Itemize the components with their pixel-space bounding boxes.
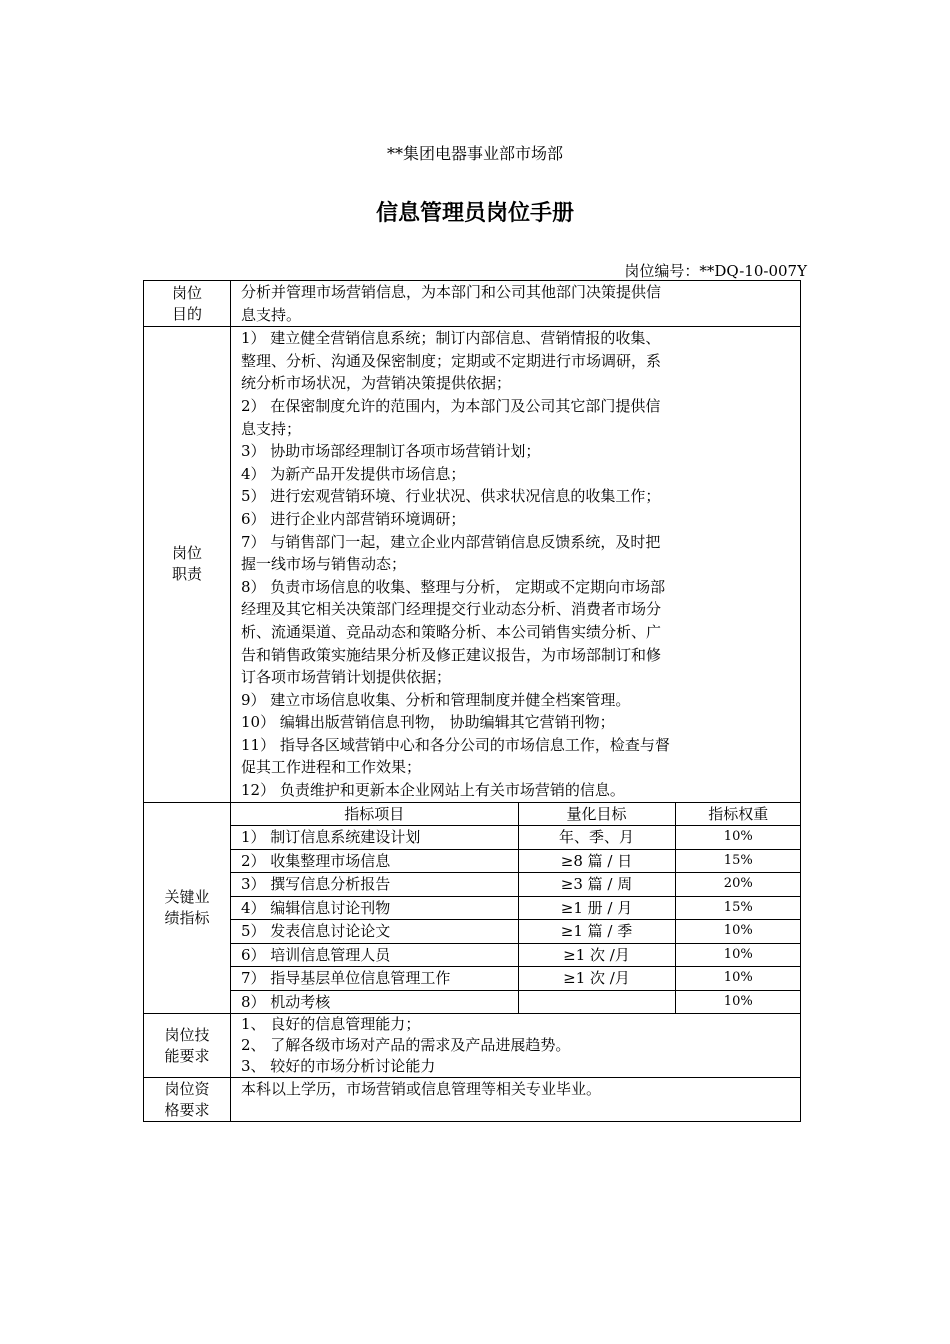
kpi-item: 2） 收集整理市场信息 (231, 849, 518, 873)
skills-row (144, 1014, 801, 1078)
kpi-table-row (231, 849, 801, 873)
duty-line: 4） 为新产品开发提供市场信息； (241, 464, 466, 483)
skills-content (231, 1014, 801, 1078)
kpi-item: 5） 发表信息讨论论文 (231, 920, 518, 944)
kpi-label: 关键业 绩指标 (144, 802, 231, 1014)
duty-line: 析、流通渠道、竞品动态和策略分析、本公司销售实绩分析、广 (241, 622, 662, 641)
qualification-label: 岗位资 格要求 (144, 1078, 231, 1122)
position-code: 岗位编号：**DQ-10-007Y (624, 262, 807, 280)
kpi-item: 7） 指导基层单位信息管理工作 (231, 967, 518, 991)
kpi-table-row (231, 873, 801, 897)
duty-line: 9） 建立市场信息收集、分析和管理制度并健全档案管理。 (241, 690, 631, 709)
duty-line: 11） 指导各区域营销中心和各分公司的市场信息工作，检查与督 (241, 735, 670, 754)
duties-row (144, 327, 801, 802)
kpi-row (144, 802, 801, 1014)
duty-line: 7） 与销售部门一起，建立企业内部营销信息反馈系统，及时把 (241, 532, 661, 551)
duty-line: 整理、分析、沟通及保密制度；定期或不定期进行市场调研，系 (241, 351, 662, 370)
kpi-weight: 15% (675, 849, 801, 873)
kpi-weight: 10% (675, 920, 801, 944)
kpi-item: 6） 培训信息管理人员 (231, 943, 518, 967)
skill-item: 3、 较好的市场分析讨论能力 (241, 1057, 436, 1076)
kpi-item: 1） 制订信息系统建设计划 (231, 826, 518, 850)
duty-line: 2） 在保密制度允许的范围内，为本部门及公司其它部门提供信 (241, 396, 661, 415)
kpi-item: 3） 撰写信息分析报告 (231, 873, 518, 897)
kpi-table (231, 803, 801, 1014)
kpi-table-row (231, 896, 801, 920)
kpi-item: 8） 机动考核 (231, 990, 518, 1013)
kpi-weight: 20% (675, 873, 801, 897)
kpi-header-row (231, 803, 801, 826)
duty-line: 经理及其它相关决策部门经理提交行业动态分析、消费者市场分 (241, 600, 662, 619)
kpi-col-target: 量化目标 (518, 803, 675, 826)
duty-line: 统分析市场状况，为营销决策提供依据； (241, 374, 512, 393)
duty-line: 8） 负责市场信息的收集、整理与分析， 定期或不定期向市场部 (241, 577, 666, 596)
duties-content (231, 327, 801, 802)
kpi-weight: 10% (675, 943, 801, 967)
duties-label: 岗位 职责 (144, 327, 231, 802)
kpi-content (231, 802, 801, 1014)
kpi-weight: 10% (675, 967, 801, 991)
kpi-weight: 15% (675, 896, 801, 920)
duty-line: 1） 建立健全营销信息系统；制订内部信息、营销情报的收集、 (241, 329, 661, 348)
purpose-label: 岗位 目的 (144, 281, 231, 327)
duty-line: 5） 进行宏观营销环境、行业状况、供求状况信息的收集工作； (241, 487, 661, 506)
qualification-row (144, 1078, 801, 1122)
kpi-table-row (231, 943, 801, 967)
kpi-weight: 10% (675, 990, 801, 1013)
kpi-table-row (231, 826, 801, 850)
kpi-target: ≥3 篇 / 周 (518, 873, 675, 897)
duty-line: 订各项市场营销计划提供依据； (241, 668, 452, 687)
duty-line: 告和销售政策实施结果分析及修正建议报告，为市场部制订和修 (241, 645, 662, 664)
purpose-content: 分析并管理市场营销信息，为本部门和公司其他部门决策提供信 息支持。 (231, 281, 801, 327)
kpi-item: 4） 编辑信息讨论刊物 (231, 896, 518, 920)
kpi-target: ≥1 册 / 月 (518, 896, 675, 920)
kpi-table-row (231, 967, 801, 991)
page-title: 信息管理员岗位手册 (375, 201, 574, 226)
kpi-target: ≥1 次 /月 (518, 943, 675, 967)
kpi-target: 年、季、月 (518, 826, 675, 850)
duty-line: 3） 协助市场部经理制订各项市场营销计划； (241, 442, 541, 461)
job-manual-table (143, 280, 801, 1122)
kpi-table-row (231, 920, 801, 944)
duty-line: 10） 编辑出版营销信息刊物， 协助编辑其它营销刊物； (241, 713, 615, 732)
duty-line: 6） 进行企业内部营销环境调研； (241, 509, 466, 528)
kpi-col-weight: 指标权重 (675, 803, 801, 826)
kpi-target: ≥1 次 /月 (518, 967, 675, 991)
duty-line: 12） 负责维护和更新本企业网站上有关市场营销的信息。 (241, 781, 625, 800)
kpi-target: ≥8 篇 / 日 (518, 849, 675, 873)
duty-line: 促其工作进程和工作效果； (241, 758, 422, 777)
skill-item: 1、 良好的信息管理能力； (241, 1015, 421, 1034)
kpi-table-row (231, 990, 801, 1013)
skills-label: 岗位技 能要求 (144, 1014, 231, 1078)
duty-line: 握一线市场与销售动态； (241, 555, 407, 574)
kpi-target (518, 990, 675, 1013)
kpi-target: ≥1 篇 / 季 (518, 920, 675, 944)
department-name: **集团电器事业部市场部 (386, 144, 563, 163)
qualification-content: 本科以上学历，市场营销或信息管理等相关专业毕业。 (231, 1078, 801, 1122)
purpose-row (144, 281, 801, 327)
kpi-col-item: 指标项目 (231, 803, 518, 826)
kpi-weight: 10% (675, 826, 801, 850)
skill-item: 2、 了解各级市场对产品的需求及产品进展趋势。 (241, 1036, 571, 1055)
duty-line: 息支持； (241, 419, 302, 438)
